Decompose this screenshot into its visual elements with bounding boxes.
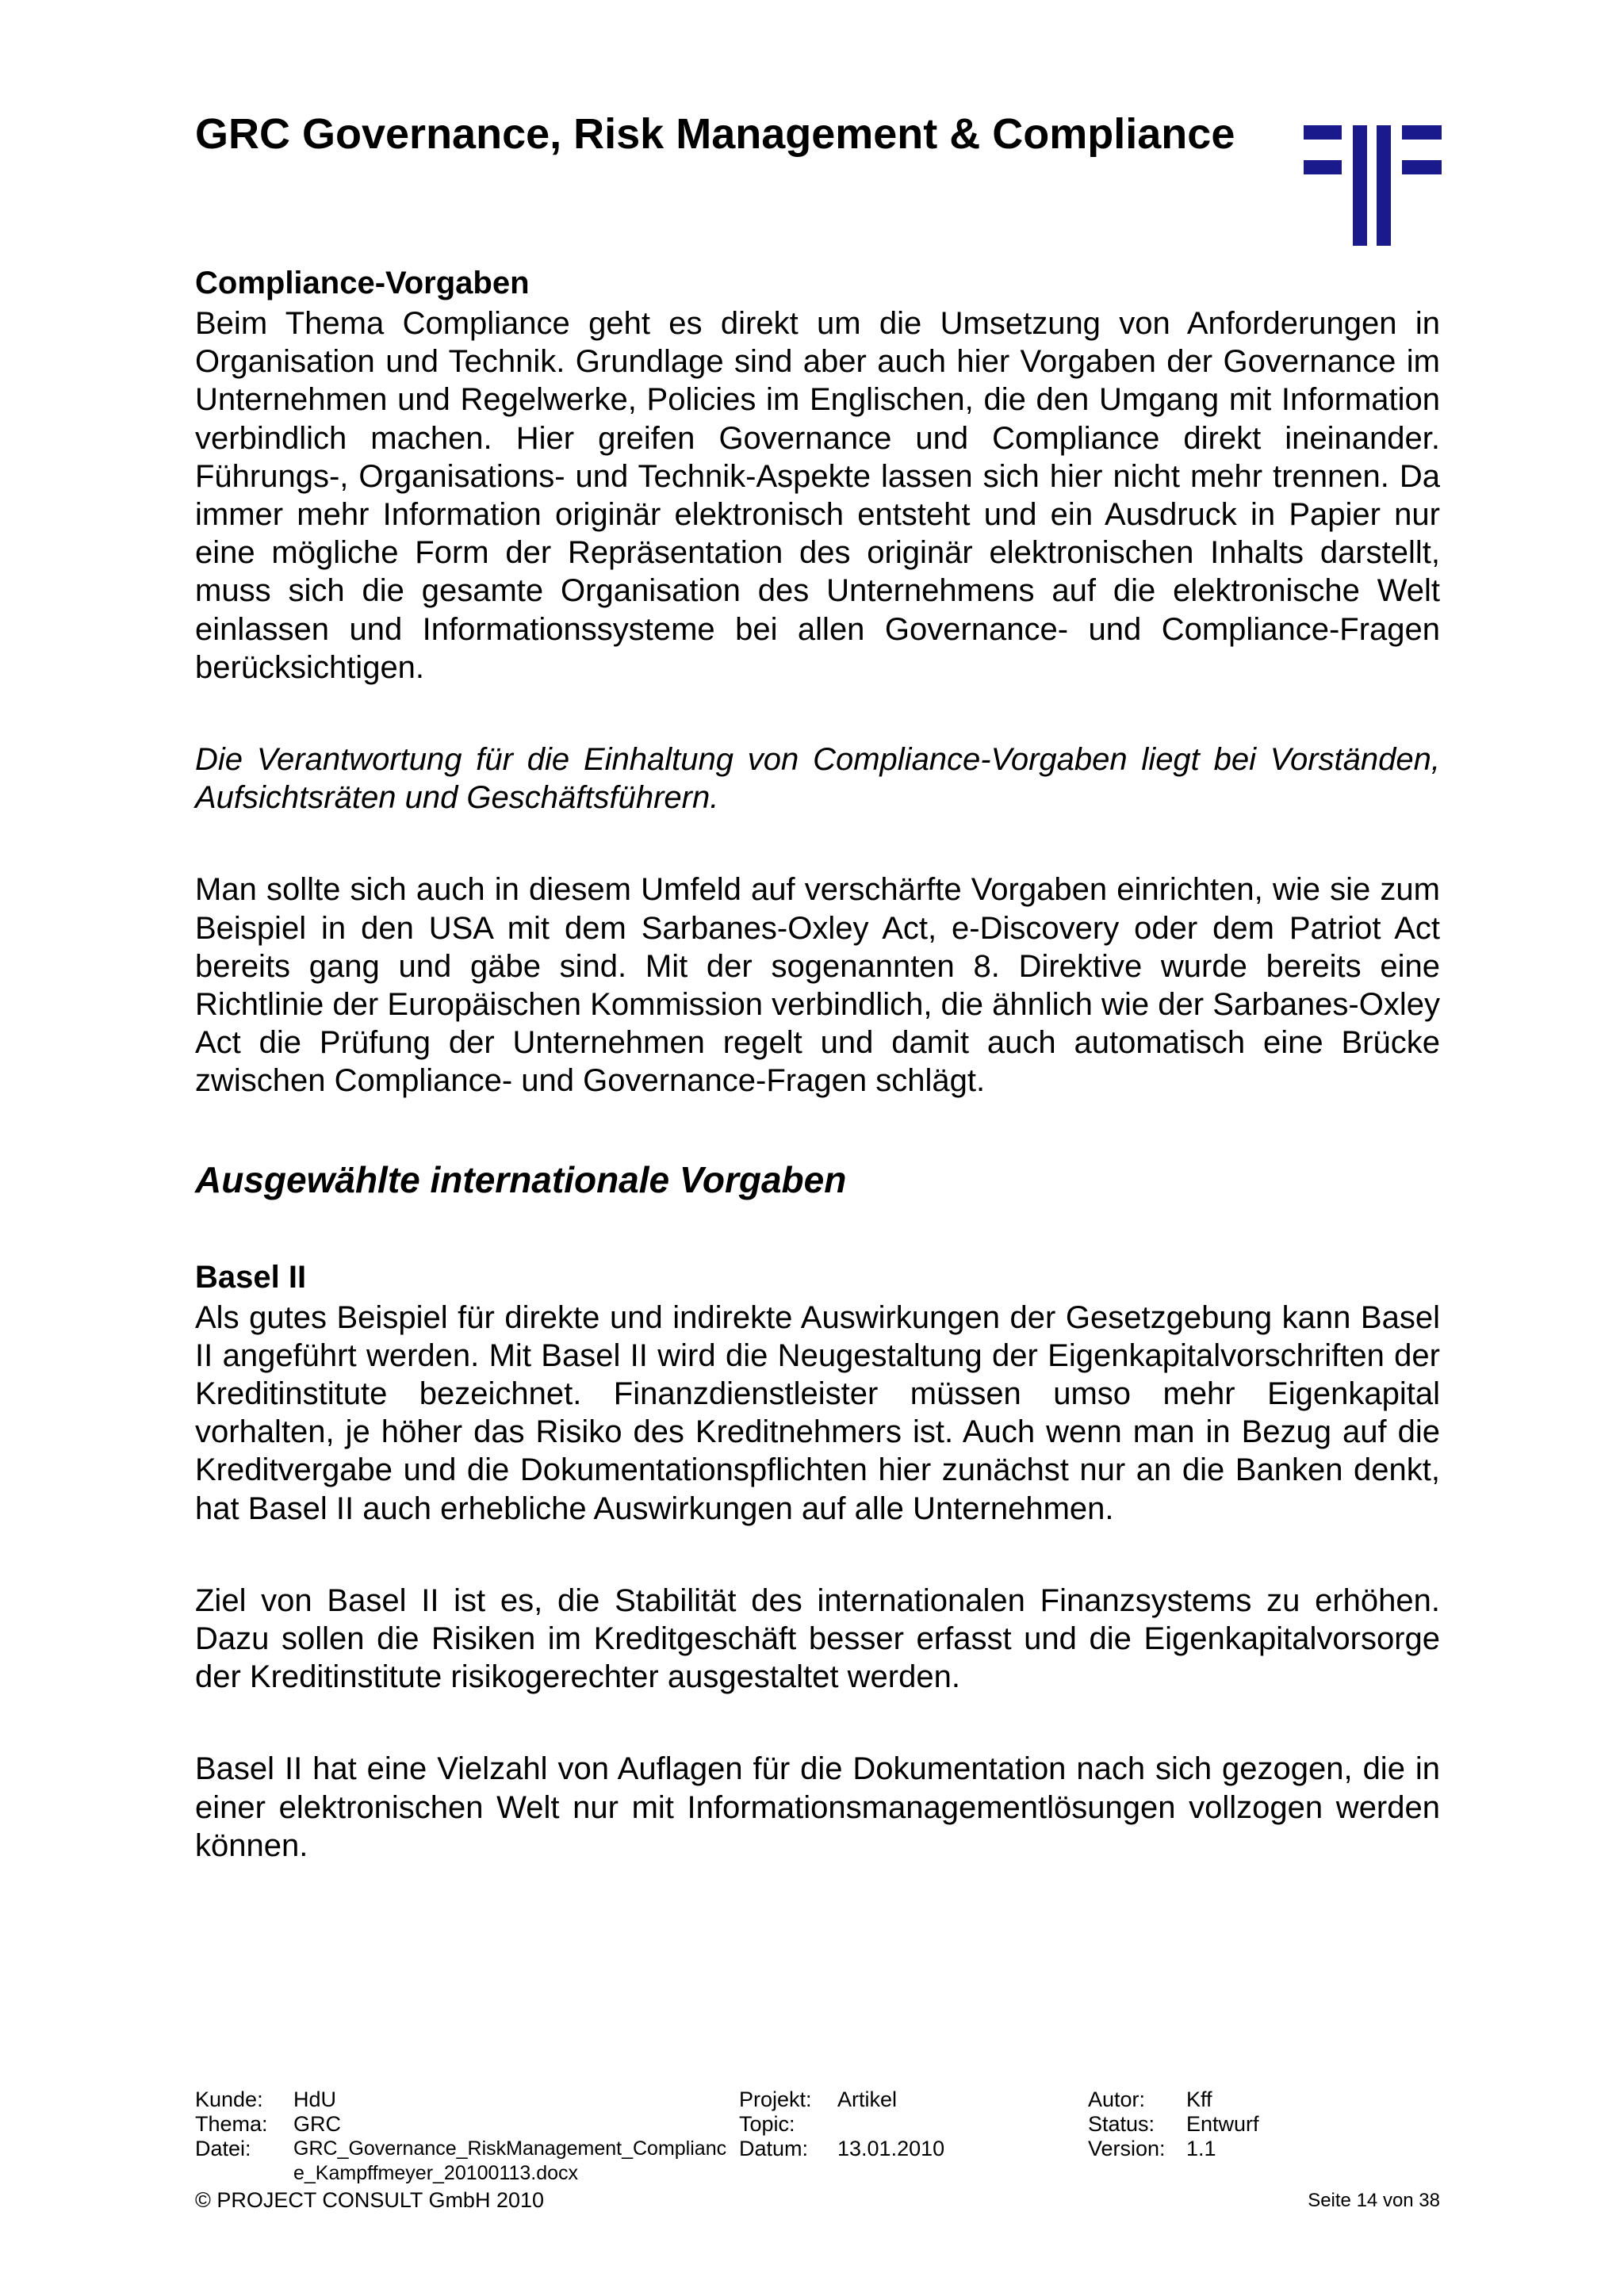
- footer-value: Kff: [1186, 2087, 1212, 2111]
- section-heading-compliance-vorgaben: Compliance-Vorgaben: [195, 266, 530, 300]
- footer-value: HdU: [293, 2087, 337, 2111]
- paragraph: Als gutes Beispiel für direkte und indirekte Auswirkungen der Gesetzgebung kann Basel II angeführt werden. Mit Basel II wird die Neugestaltung der Eigenkapitalvorschriften der Kreditinstitute bezeichnet. Finanzdienstleister müssen umso mehr Eigenkapital vorhalten, je höher das Risiko des Kreditnehmers ist. Auch wenn man in Bezug auf die Kreditvergabe und die Dokumentationspflichten hier zunächst nur an die Banken denkt, hat Basel II auch erhebliche Auswirkungen auf alle Unternehmen.: [195, 1299, 1440, 1526]
- footer-label: Datei:: [195, 2137, 251, 2160]
- footer-label: Thema:: [195, 2112, 268, 2136]
- footer-value: 13.01.2010: [837, 2137, 945, 2160]
- footer-label: Kunde:: [195, 2087, 263, 2111]
- paragraph: Ziel von Basel II ist es, die Stabilität des internationalen Finanzsystems zu erhöhen. Dazu sollen die Risiken im Kreditgeschäft besser erfasst und die Eigenkapitalvorsorge der Kreditinstitute risikogerechter ausgestaltet werden.: [195, 1582, 1440, 1695]
- paragraph: Beim Thema Compliance geht es direkt um die Umsetzung von Anforderungen in Organisation und Technik. Grundlage sind aber auch hier Vorgaben der Governance im Unternehmen und Regelwerke, Policies im Englischen, die den Umgang mit Information verbindlich machen. Hier greifen Governance und Compliance direkt ineinander. Führungs-, Organisations- und Technik-Aspekte lassen sich hier nicht mehr trennen. Da immer mehr Information originär elektronisch entsteht und ein Ausdruck in Papier nur eine mögliche Form der Repräsentation des originär elektronischen Inhalts darstellt, muss sich die gesamte Organisation des Unternehmens auf die elektronische Welt einlassen und Informationssysteme bei allen Governance- und Compliance-Fragen berücksichtigen.: [195, 306, 1440, 685]
- footer-row: [195, 2137, 1443, 2161]
- main-content: [195, 262, 1440, 1865]
- footer-file-name: GRC_Governance_RiskManagement_Complianc: [293, 2137, 727, 2160]
- footer-file-name: e_Kampffmeyer_20100113.docx: [293, 2162, 579, 2184]
- footer-label: Version:: [1088, 2137, 1166, 2160]
- page-number: Seite 14 von 38: [1308, 2190, 1440, 2211]
- footer-label: Autor:: [1088, 2087, 1146, 2111]
- paragraph: Man sollte sich auch in diesem Umfeld auf verschärfte Vorgaben einrichten, wie sie zum Beispiel in den USA mit dem Sarbanes-Oxley Act, e-Discovery oder dem Patriot Act bereits gang und gäbe sind. Mit der sogenannten 8. Direktive wurde bereits eine Richtlinie der Europäischen Kommission verbindlich, die ähnlich wie der Sarbanes-Oxley Act die Prüfung der Unternehmen regelt und damit auch automatisch eine Brücke zwischen Compliance- und Governance-Fragen schlägt.: [195, 872, 1440, 1099]
- footer-value: Entwurf: [1186, 2112, 1259, 2136]
- paragraph: Basel II hat eine Vielzahl von Auflagen für die Dokumentation nach sich gezogen, die in einer elektronischen Welt nur mit Informationsmanagementlösungen vollzogen werden können.: [195, 1751, 1440, 1863]
- footer-label: Topic:: [739, 2112, 795, 2136]
- footer-label: Projekt:: [739, 2087, 812, 2111]
- footer-value: Artikel: [837, 2087, 898, 2111]
- footer-row: [195, 2161, 1443, 2186]
- section-title-international: Ausgewählte internationale Vorgaben: [195, 1158, 847, 1200]
- document-footer: [195, 2087, 1443, 2186]
- footer-label: Datum:: [739, 2137, 809, 2160]
- project-consult-logo: [1304, 125, 1442, 246]
- page-header-title: GRC Governance, Risk Management & Compliance: [195, 110, 1235, 158]
- footer-row: [195, 2087, 1443, 2112]
- subheading-basel-ii: Basel II: [195, 1259, 307, 1295]
- footer-value: GRC: [293, 2112, 341, 2136]
- copyright: © PROJECT CONSULT GmbH 2010: [195, 2188, 545, 2212]
- footer-row: [195, 2112, 1443, 2137]
- italic-paragraph: Die Verantwortung für die Einhaltung von Compliance-Vorgaben liegt bei Vorständen, Aufsichtsräten und Geschäftsführern.: [195, 742, 1440, 816]
- footer-label: Status:: [1088, 2112, 1155, 2136]
- footer-value: 1.1: [1186, 2137, 1216, 2160]
